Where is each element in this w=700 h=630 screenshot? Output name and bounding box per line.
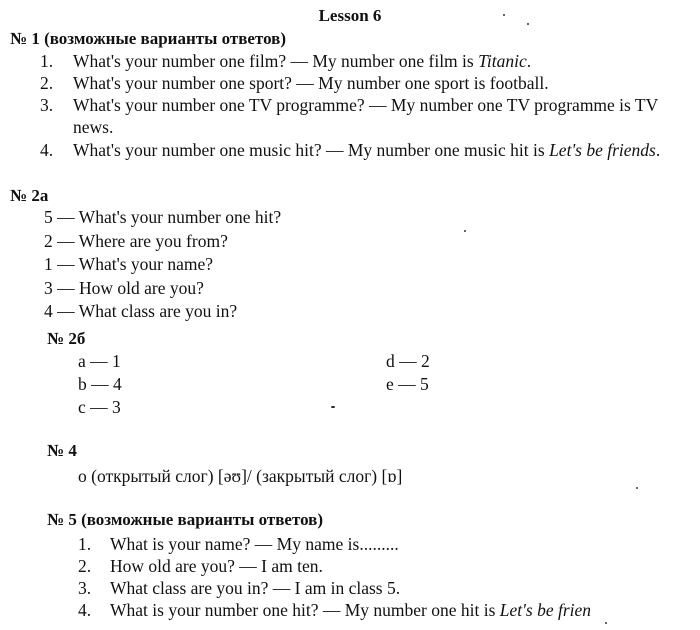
item-text: What's your number one TV programme? — My number one TV programme is TV news.: [73, 95, 658, 137]
exercise-2b-heading: № 2б: [47, 329, 86, 348]
item-text: How old are you? — I am ten.: [110, 556, 323, 576]
item-italic: Let's be frien: [499, 600, 592, 620]
item-number: 3.: [40, 95, 54, 115]
exercise-5-heading: № 5 (возможные варианты ответов): [47, 510, 324, 529]
exercise-5-list: [78, 533, 700, 621]
list-item: 2 — Where are you from?: [44, 230, 228, 251]
scan-speck: [605, 622, 607, 624]
item-number: 1.: [78, 534, 92, 554]
exercise-2b-right-column: [386, 350, 430, 396]
exercise-5-item: [78, 555, 700, 577]
exercise-1-list: [40, 50, 692, 161]
exercise-1-item: [40, 139, 692, 161]
exercise-1-heading: № 1 (возможные варианты ответов): [10, 29, 287, 48]
item-number: 4.: [40, 140, 54, 160]
match-pair: e — 5: [386, 374, 429, 394]
exercise-4-heading: № 4: [47, 441, 77, 460]
exercise-5-item: [78, 533, 700, 555]
exercise-2a-list: [44, 206, 281, 324]
item-number: 1.: [40, 51, 54, 71]
match-pair: d — 2: [386, 351, 430, 371]
item-text: What's your number one sport? — My number one sport is football.: [73, 73, 549, 93]
item-number: 4.: [78, 600, 92, 620]
exercise-1-item: [40, 50, 692, 72]
item-number: 2.: [40, 73, 54, 93]
exercise-2a-heading: № 2а: [10, 186, 49, 205]
item-number: 3.: [78, 578, 92, 598]
list-item: 1 — What's your name?: [44, 254, 214, 274]
scan-speck: [636, 487, 638, 489]
item-text: What is your number one hit? — My number one hit is Let's be frien: [110, 600, 592, 620]
item-italic: Let's be friends: [549, 140, 656, 160]
list-item: 4 — What class are you in?: [44, 301, 238, 321]
lesson-title: Lesson 6: [318, 6, 382, 25]
scan-speck: [503, 14, 505, 16]
match-pair: a — 1: [78, 351, 121, 371]
match-pair: b — 4: [78, 374, 122, 394]
exercise-4-text: o (открытый слог) [əʊ]/ (закрытый слог) [ɒ]: [78, 466, 403, 486]
scan-speck: [331, 406, 335, 408]
match-pair: c — 3: [78, 397, 121, 417]
scan-speck: [464, 230, 466, 232]
list-item: 3 — How old are you?: [44, 277, 204, 298]
exercise-5-item: [78, 577, 700, 599]
item-text: What class are you in? — I am in class 5.: [110, 578, 401, 598]
exercise-1-item: [40, 72, 692, 94]
item-text: What's your number one film? — My number one film is Titanic.: [73, 51, 532, 71]
item-italic: Titanic: [478, 51, 527, 71]
item-number: 2.: [78, 556, 92, 576]
list-item: 5 — What's your number one hit?: [44, 207, 282, 227]
exercise-1-item: [40, 94, 692, 138]
item-text: What is your name? — My name is.........: [110, 534, 399, 554]
exercise-5-item: [78, 599, 700, 621]
exercise-2b-left-column: [78, 350, 122, 419]
item-text: What's your number one music hit? — My number one music hit is Let's be friends.: [73, 140, 661, 160]
scan-speck: [527, 23, 529, 25]
